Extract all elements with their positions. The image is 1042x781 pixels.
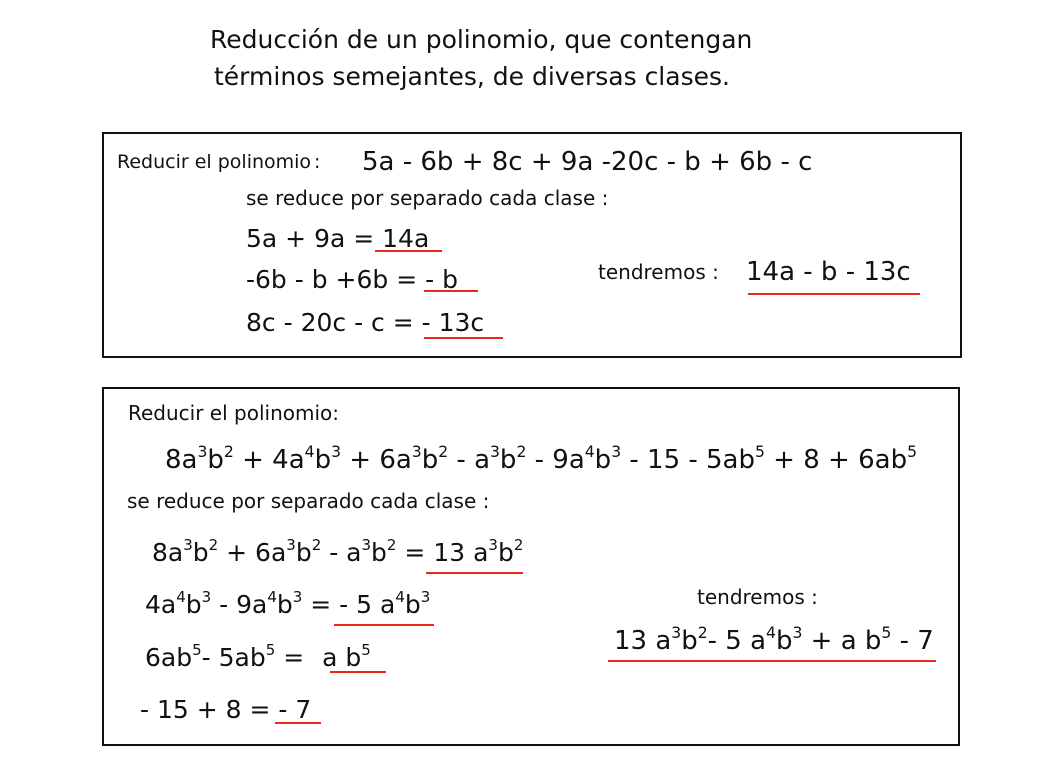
term-variable: b [192,538,209,567]
box1-step-1-lhs: 5a + 9a = [246,224,375,253]
box2-step-2-result [339,590,430,619]
term-coefficient: 4a [145,590,177,619]
box2-conclusion-label: tendremos : [697,585,818,609]
term-coefficient: - 7 [278,695,312,724]
box2-step-4-result [278,695,311,724]
box2-step-3-result [312,643,371,672]
exponent: 5 [192,641,202,660]
exponent: 3 [411,442,422,461]
exponent: 3 [611,442,622,461]
exponent: 3 [331,442,341,461]
box1-step-3 [246,310,484,335]
box2-step-3-lhs [145,643,275,672]
box2-step-1-result [433,538,523,567]
box1-step-1 [246,226,429,251]
page-subtitle [214,64,730,89]
box1-underline-1 [375,250,442,252]
exponent: 3 [792,623,803,642]
term-variable: b [404,590,421,619]
page-title [210,27,752,52]
exponent: 5 [881,623,892,642]
box2-step-2-eq: = [302,590,332,619]
exponent: 2 [311,536,322,555]
box1-instruction: se reduce por separado cada clase : [246,186,609,210]
term-coefficient: - 15 - 5ab [621,445,755,475]
term-coefficient: - 5ab [201,643,266,672]
title-line-2: términos semejantes, de diversas clases. [214,62,730,91]
exponent: 3 [671,623,682,642]
term-coefficient: 13 a [614,626,672,656]
term-variable: b [594,445,612,475]
box1-polynomial: 5a - 6b + 8c + 9a -20c - b + 6b - c [362,147,813,177]
exponent: 2 [516,442,527,461]
term-coefficient: + 4a [233,445,305,475]
box1-colon: : [314,151,321,173]
box2-underline-3 [330,671,386,673]
term-coefficient: a b [322,643,362,672]
term-coefficient: + a b [802,626,882,656]
term-variable: b [371,538,387,567]
box2-step-4 [140,697,311,722]
term-coefficient: - 15 + 8 [140,695,242,724]
exponent: 2 [513,536,524,555]
box2-answer [614,623,934,656]
exponent: 2 [697,623,708,642]
exponent: 4 [304,442,315,461]
exponent: 3 [292,588,303,607]
exponent: 2 [208,536,219,555]
exponent: 3 [197,442,208,461]
term-coefficient: - 5 a [707,626,767,656]
exponent: 2 [438,442,449,461]
exponent: 2 [386,536,397,555]
box2-underline-1 [426,572,523,574]
exponent: 5 [907,442,917,461]
box2-step-2-lhs [145,590,302,619]
term-variable: b [775,626,793,656]
term-variable: b [499,445,517,475]
term-variable: b [497,538,514,567]
exponent: 4 [584,442,595,461]
box2-label: Reducir el polinomio: [128,401,339,425]
exponent: 3 [490,442,500,461]
term-coefficient: - a [321,538,362,567]
box2-step-2 [145,588,431,619]
box1-conclusion-label: tendremos : [598,260,719,284]
box1-underline-3 [424,337,503,339]
box2-polynomial [165,442,917,475]
exponent: 5 [265,641,276,660]
term-variable: b [295,538,312,567]
exponent: 5 [755,442,765,461]
exponent: 5 [361,641,371,660]
exponent: 4 [267,588,277,607]
exponent: 3 [361,536,372,555]
box2-step-4-eq: = [241,695,271,724]
box2-step-4-lhs [140,695,242,724]
exponent: 3 [286,536,296,555]
exponent: 3 [201,588,212,607]
term-variable: b [185,590,202,619]
term-coefficient: + 8 + 6ab [764,445,908,475]
box1-step-3-result: - 13c [421,308,485,337]
term-coefficient: 8a [165,445,198,475]
term-coefficient: + 6a [218,538,287,567]
box2-step-1 [152,536,524,567]
term-coefficient: - 5 a [339,590,396,619]
box1-step-3-lhs: 8c - 20c - c = [246,308,414,337]
term-variable: b [276,590,293,619]
box2-underline-2 [334,624,434,626]
term-variable: b [421,445,439,475]
term-variable: b [681,626,698,656]
box1-answer-underline [748,293,920,295]
term-coefficient: - 9a [211,590,268,619]
title-line-1: Reducción de un polinomio, que contengan [210,25,753,54]
exponent: 4 [766,623,776,642]
box1-underline-2 [424,290,478,292]
exponent: 3 [183,536,193,555]
term-variable: b [314,445,332,475]
box1-step-2 [246,267,458,292]
term-coefficient: 13 a [433,538,489,567]
box1-answer: 14a - b - 13c [746,257,911,287]
box2-step-3-eq: = [275,643,305,672]
exponent: 3 [488,536,498,555]
term-variable: b [207,445,224,475]
term-coefficient: 6ab [145,643,193,672]
term-coefficient: + 6a [341,445,412,475]
box2-underline-4 [275,722,321,724]
exponent: 4 [176,588,186,607]
box2-step-1-eq: = [396,538,426,567]
box1-step-2-result: - b [425,265,458,294]
exponent: 4 [395,588,405,607]
box2-instruction: se reduce por separado cada clase : [127,489,490,513]
box1-label: Reducir el polinomio : [117,151,321,173]
box2-step-1-lhs [152,538,396,567]
box1-step-2-lhs: -6b - b +6b = [246,265,418,294]
term-coefficient: - 7 [891,626,934,656]
term-coefficient: 8a [152,538,184,567]
box2-step-3 [145,641,371,672]
exponent: 2 [223,442,234,461]
term-coefficient: - 9a [526,445,585,475]
box1-step-1-result: 14a [382,224,430,253]
exponent: 3 [420,588,431,607]
term-coefficient: - a [448,445,490,475]
box2-answer-underline [608,660,936,662]
